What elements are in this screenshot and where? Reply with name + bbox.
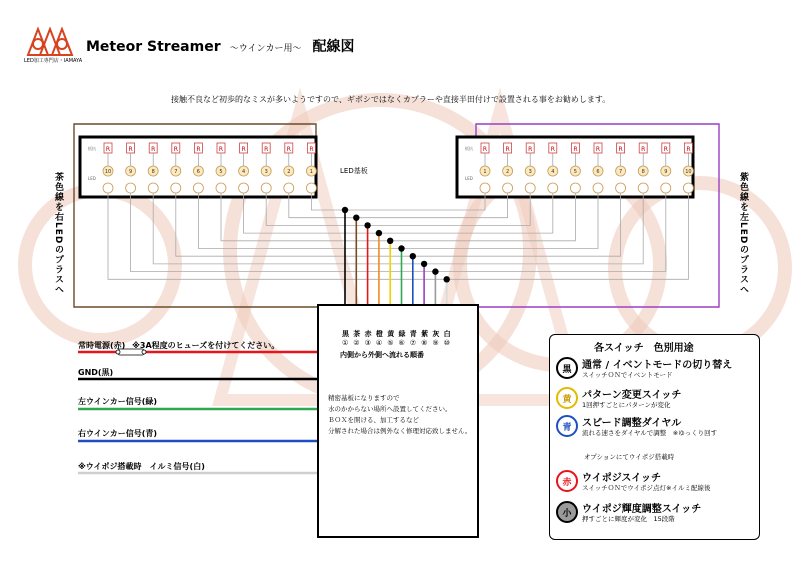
left-led-base-7 — [171, 183, 181, 193]
wire-node-6 — [410, 253, 416, 259]
right-led-base-8 — [638, 183, 648, 193]
legend-item-2-title: スピード調整ダイヤル — [582, 418, 682, 429]
legend-item-2-desc: 流れる速さをダイヤルで調整 ※ゆっくり回す — [582, 429, 718, 437]
notice-text: 接触不良など初歩的なミスが多いようですので、ギボシではなくカプラーや直接半田付けで設置される事をお勧めします。 — [171, 95, 611, 104]
left-side-label: 茶色線を右LEDのプラスへ — [53, 172, 63, 295]
input-label-power-text: 常時電源(赤) — [78, 341, 126, 350]
left-led-base-3 — [261, 183, 271, 193]
left-led-number-7: 7 — [174, 169, 178, 175]
controller-note-1: 水のかからない場所へ設置してください。 — [328, 405, 452, 413]
legend-option-header: オプションにてウイポジ搭載時 — [584, 453, 675, 461]
wire-number-1: ② — [353, 339, 360, 347]
left-resistor-label-2: R — [286, 146, 291, 153]
right-led-number-4: 4 — [551, 169, 555, 175]
left-led-base-9 — [126, 183, 136, 193]
left-resistor-label-10: R — [105, 146, 111, 153]
right-led-base-1 — [480, 183, 490, 193]
right-led-number-3: 3 — [528, 169, 532, 175]
controller-note-2: ＢＯＸを開ける、加工するなど — [328, 416, 419, 424]
wire-number-9: ⑩ — [443, 339, 450, 347]
watermark-ring-3 — [615, 183, 785, 353]
left-lead-5 — [221, 193, 390, 241]
right-resistor-label-5: R — [573, 146, 578, 153]
right-led-base-10 — [683, 183, 693, 193]
controller-note-3: 分解された場合は例外なく修理対応致しません。 — [328, 427, 472, 435]
wire-color-0: 黒 — [342, 330, 349, 338]
right-led-number-8: 8 — [641, 169, 645, 175]
wire-number-7: ⑧ — [421, 339, 428, 347]
wire-color-7: 紫 — [421, 330, 429, 338]
input-label-power — [78, 340, 279, 351]
right-led-base-9 — [661, 183, 671, 193]
wire-color-1: 茶 — [353, 330, 361, 338]
right-led-number-10: 10 — [685, 169, 692, 175]
left-led-number-3: 3 — [264, 169, 268, 175]
left-board-side-top: 抵抗 — [88, 146, 96, 151]
legend-option-1-desc: 押すごとに輝度が変化 15段階 — [582, 515, 675, 523]
input-label-illumination: ※ウイポジ搭載時 イルミ信号(白) — [78, 462, 205, 471]
logo-mark — [26, 27, 74, 57]
wire-node-3 — [376, 230, 382, 236]
right-side-label: 紫色線を左LEDのプラスへ — [738, 172, 748, 295]
right-resistor-label-3: R — [528, 146, 533, 153]
right-board-side-bottom: LED — [465, 176, 473, 181]
right-resistor-label-6: R — [595, 146, 601, 153]
wire-node-4 — [387, 238, 393, 244]
left-led-number-5: 5 — [219, 169, 223, 175]
led-leads — [108, 193, 688, 279]
right-led-number-6: 6 — [596, 169, 600, 175]
right-led-number-2: 2 — [506, 169, 510, 175]
left-led-number-6: 6 — [196, 169, 200, 175]
badge-small: 小 — [556, 501, 578, 523]
page-title — [86, 36, 355, 56]
wire-node-9 — [444, 276, 450, 282]
wire-color-5: 緑 — [398, 330, 406, 338]
right-resistor-label-2: R — [505, 146, 510, 153]
watermark-ring-0 — [25, 190, 175, 340]
right-resistor-label-4: R — [550, 146, 555, 153]
brand-tagline: LED加工専門店・IAMAYA — [24, 58, 83, 64]
badge-blue: 青 — [556, 415, 578, 437]
left-led-number-2: 2 — [287, 169, 291, 175]
right-resistor-label-10: R — [686, 146, 691, 153]
wire-node-0 — [342, 207, 348, 213]
right-led-number-9: 9 — [664, 169, 668, 175]
right-led-number-7: 7 — [619, 169, 623, 175]
title-main: Meteor Streamer — [86, 39, 221, 55]
left-led-number-8: 8 — [151, 169, 155, 175]
wire-color-3: 橙 — [375, 330, 383, 338]
left-led-base-5 — [216, 183, 226, 193]
left-led-base-6 — [193, 183, 203, 193]
right-led-base-2 — [503, 183, 513, 193]
wire-color-4: 黄 — [387, 330, 395, 338]
left-led-base-1 — [306, 183, 316, 193]
right-resistor-label-1: R — [482, 146, 488, 153]
right-resistor-label-9: R — [663, 146, 668, 153]
left-board-side-bottom: LED — [88, 176, 96, 181]
left-led-base-4 — [239, 183, 249, 193]
wire-number-6: ⑦ — [409, 339, 417, 347]
legend-option-0-desc: スイッチＯＮでウイポジ点灯※イルミ配線後 — [582, 484, 711, 492]
badge-black: 黒 — [556, 357, 578, 379]
input-label-power-note: ※3A程度のヒューズを付けてください。 — [132, 341, 280, 350]
led-board-label: LED基板 — [340, 167, 368, 175]
left-resistor-label-3: R — [264, 146, 269, 153]
badge-red: 赤 — [556, 470, 578, 492]
input-label-left-signal: 左ウインカー信号(緑) — [78, 397, 158, 406]
legend-option-1-title: ウイポジ輝度調整スイッチ — [582, 504, 702, 515]
legend-item-0-desc: スイッチＯＮでイベントモード — [582, 371, 673, 379]
controller-note-0: 精密基板になりますので — [328, 394, 400, 402]
wire-number-2: ③ — [364, 339, 371, 347]
legend-option-0-title: ウイポジスイッチ — [582, 473, 661, 484]
right-resistor-label-7: R — [618, 146, 623, 153]
wire-color-8: 灰 — [432, 330, 440, 338]
wire-node-7 — [421, 261, 427, 267]
left-resistor-label-6: R — [196, 146, 201, 153]
right-led-base-4 — [548, 183, 558, 193]
wire-color-row — [342, 329, 455, 339]
badge-yellow: 黄 — [556, 387, 578, 409]
right-led-number-5: 5 — [573, 169, 577, 175]
right-lead-6 — [402, 193, 599, 249]
legend-item-0-title: 通常 / イベントモードの切り替え — [582, 360, 733, 371]
wire-number-5: ⑥ — [398, 339, 405, 347]
wire-number-row — [342, 339, 455, 347]
brand-logo — [26, 27, 74, 57]
input-label-gnd: GND(黒) — [78, 368, 114, 377]
wire-number-3: ④ — [375, 339, 383, 347]
left-led-base-8 — [148, 183, 158, 193]
title-sub: ～ウインカー用～ — [229, 44, 302, 54]
led-board-right — [457, 137, 693, 197]
right-resistor-label-8: R — [641, 146, 646, 153]
right-led-base-3 — [525, 183, 535, 193]
wire-color-2: 赤 — [364, 330, 372, 338]
legend-item-1-desc: 1回押すごとにパターンが変化 — [582, 401, 671, 409]
wire-order-label: 内側から外側へ流れる順番 — [340, 351, 424, 359]
controller-notes — [328, 393, 471, 437]
led-board-left — [80, 137, 316, 197]
right-led-base-6 — [593, 183, 603, 193]
wire-color-9: 白 — [443, 330, 451, 338]
left-resistor-label-7: R — [173, 146, 178, 153]
left-lead-7 — [176, 193, 413, 256]
right-led-base-5 — [570, 183, 580, 193]
left-led-number-4: 4 — [242, 169, 246, 175]
wire-number-4: ⑤ — [387, 339, 394, 347]
left-resistor-label-5: R — [218, 146, 224, 153]
right-led-base-7 — [616, 183, 626, 193]
left-led-base-10 — [103, 183, 113, 193]
title-suffix: 配線図 — [312, 39, 355, 55]
left-led-base-2 — [284, 183, 294, 193]
wire-node-8 — [432, 268, 438, 274]
left-resistor-label-4: R — [241, 146, 246, 153]
left-led-number-1: 1 — [309, 169, 313, 175]
legend-item-1-title: パターン変更スイッチ — [582, 390, 682, 401]
left-resistor-label-8: R — [151, 146, 156, 153]
right-led-number-1: 1 — [483, 169, 487, 175]
wire-node-2 — [364, 222, 370, 228]
wire-node-5 — [398, 245, 404, 251]
input-label-right-signal: 右ウインカー信号(青) — [78, 429, 158, 438]
switch-legend — [549, 334, 760, 540]
left-resistor-label-1: R — [309, 146, 314, 153]
legend-title: 各スイッチ 色別用途 — [594, 343, 694, 354]
wire-color-6: 青 — [409, 330, 417, 338]
left-led-number-10: 10 — [104, 169, 112, 175]
left-resistor-label-9: R — [128, 146, 133, 153]
right-board-side-top: 抵抗 — [465, 146, 473, 151]
left-led-number-9: 9 — [129, 169, 133, 175]
wire-node-1 — [353, 215, 359, 221]
wire-number-0: ① — [342, 339, 349, 347]
wire-number-8: ⑨ — [432, 339, 439, 347]
